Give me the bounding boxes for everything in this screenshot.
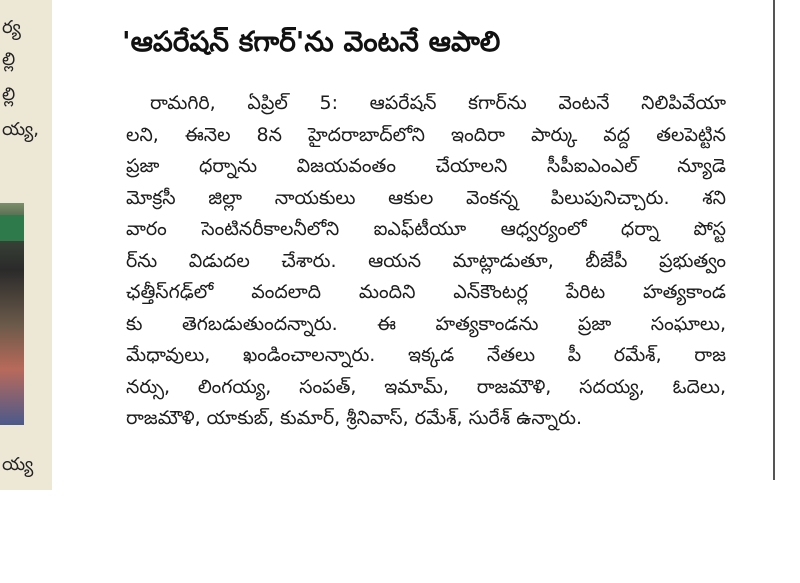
article-line: మేధావులు, ఖండించాలన్నారు. ఇక్కడ నేతలు పీ రమేశ్, రాజ [126, 344, 726, 366]
article-line: ర్‌ను విడుదల చేశారు. ఆయన మాట్లాడుతూ, బీజేపీ ప్రభుత్వం [126, 249, 726, 272]
left-fragment-text: ల్లి [2, 49, 16, 70]
photo-caption-tag [0, 215, 24, 241]
article-line: ప్రజా ధర్నాను విజయవంతం చేయాలని సీపీఐఎంఎల్ న్యూడె [126, 155, 726, 177]
article-line: మోక్రసీ జిల్లా నాయకులు ఆకుల వెంకన్న పిలుపునిచ్చారు. శని [126, 186, 726, 209]
article-headline: 'ఆపరేషన్ కగార్'ను వెంటనే ఆపాలి [122, 25, 501, 58]
article-line: ఛత్తీస్‌గఢ్‌లో వందలాది మందిని ఎన్‌కౌంటర్ల పేరిట హత్యకాండ [126, 281, 726, 303]
article-body [126, 88, 726, 435]
left-column-fragment [0, 0, 52, 490]
column-divider [773, 0, 775, 480]
article-line: రాజమౌళి, యాకుబ్, కుమార్, శ్రీనివాస్, రమేశ్, సురేశ్ ఉన్నారు. [126, 407, 583, 429]
left-fragment-text: య్య [2, 454, 34, 475]
article-line: లని, ఈనెల 8న హైదరాబాద్‌లోని ఇందిరా పార్కు వద్ద తలపెట్టిన [126, 123, 726, 146]
article-line: కు తెగబడుతుందన్నారు. ఈ హత్యకాండను ప్రజా సంఘాలు, [126, 312, 726, 335]
article-line: రామగిరి, ఏప్రిల్ 5: ఆపరేషన్ కగార్‌ను వెంటనే నిలిపివేయా [150, 92, 726, 114]
article-line: వారం సెంటినరీకాలనీలోని ఐఎఫ్‌టీయూ ఆధ్వర్యంలో ధర్నా పోస్ట [126, 218, 726, 240]
left-fragment-text: య్య, [2, 119, 39, 140]
article-line: నర్సు, లింగయ్య, సంపత్, ఇమామ్, రాజమౌళి, సదయ్య, ఓదెలు, [126, 375, 726, 398]
left-fragment-text: ర్య [2, 17, 21, 38]
left-fragment-text: ల్లి [2, 84, 16, 105]
